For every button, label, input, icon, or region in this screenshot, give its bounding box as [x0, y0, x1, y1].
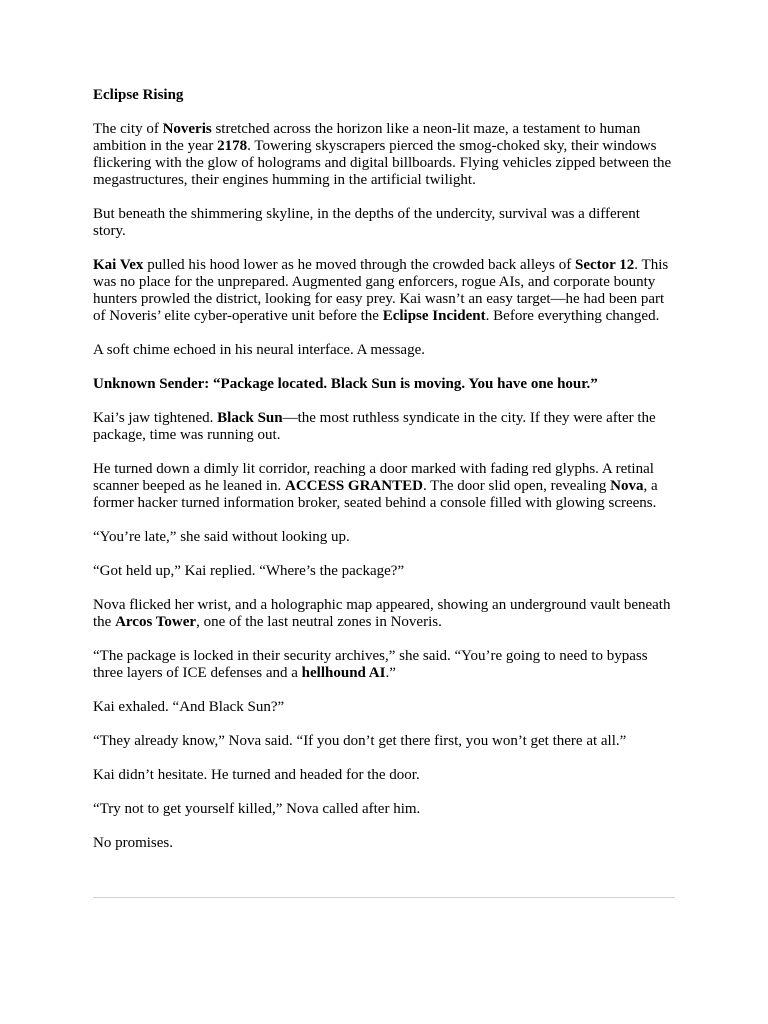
horizontal-divider: [93, 897, 675, 898]
text-run: “They already know,” Nova said. “If you don’t get there first, you won’t get there at all.”: [93, 733, 627, 749]
text-run: A soft chime echoed in his neural interface. A message.: [93, 342, 425, 358]
paragraph-8: [93, 529, 675, 546]
bold-run: ACCESS GRANTED: [285, 478, 423, 494]
text-run: . Before everything changed.: [485, 308, 660, 324]
paragraph-12: [93, 699, 675, 716]
text-run: Nova flicked her wrist, and a holographic map appeared, showing an underground vault beneath the: [93, 597, 671, 630]
text-run: . Towering skyscrapers pierced the smog-choked sky, their windows flickering with the glow of holograms and digital billboards. Flying vehicles zipped between the megastructures, their engines humming in the artificial twilight.: [93, 138, 672, 188]
text-run: Kai’s jaw tightened.: [93, 410, 218, 426]
bold-run: Noveris: [162, 121, 212, 137]
text-run: . The door slid open, revealing: [422, 478, 611, 494]
paragraph-2: [93, 206, 675, 240]
paragraph-16: [93, 835, 675, 852]
document-page: [93, 87, 675, 869]
text-run: “Try not to get yourself killed,” Nova called after him.: [93, 801, 421, 817]
text-run: But beneath the shimmering skyline, in the depths of the undercity, survival was a different story.: [93, 206, 640, 239]
text-run: , a former hacker turned information broker, seated behind a console filled with glowing screens.: [93, 478, 658, 511]
paragraph-15: [93, 801, 675, 818]
text-run: . This was no place for the unprepared. Augmented gang enforcers, rogue AIs, and corporate bounty hunters prowled the district, looking for easy prey. Kai wasn’t an easy target—he had been part of Noveris’ elite cyber-operative unit before the: [93, 257, 669, 324]
paragraph-13: [93, 733, 675, 750]
paragraph-4: [93, 342, 675, 359]
text-run: Unknown Sender: “Package located. Black Sun is moving. You have one hour.”: [93, 376, 598, 392]
text-run: “Got held up,” Kai replied. “Where’s the package?”: [93, 563, 405, 579]
paragraph-11: [93, 648, 675, 682]
paragraph-14: [93, 767, 675, 784]
paragraph-3: [93, 257, 675, 325]
bold-run: Nova: [610, 478, 644, 494]
text-run: The city of: [93, 121, 163, 137]
text-run: , one of the last neutral zones in Noveris.: [196, 614, 442, 630]
bold-run: Sector 12: [575, 257, 635, 273]
bold-run: Black Sun: [217, 410, 283, 426]
bold-run: Arcos Tower: [115, 614, 197, 630]
text-run: Kai exhaled. “And Black Sun?”: [93, 699, 285, 715]
text-run: —the most ruthless syndicate in the city. If they were after the package, time was running out.: [93, 410, 656, 443]
document-title: Eclipse Rising: [93, 87, 184, 103]
bold-run: hellhound AI: [301, 665, 386, 681]
text-run: “You’re late,” she said without looking up.: [93, 529, 350, 545]
paragraph-5-message: [93, 376, 675, 393]
paragraph-1: [93, 121, 675, 189]
bold-run: Kai Vex: [93, 257, 144, 273]
text-run: Kai didn’t hesitate. He turned and headed for the door.: [93, 767, 420, 783]
bold-run: Eclipse Incident: [382, 308, 486, 324]
bold-run: 2178: [217, 138, 248, 154]
text-run: “The package is locked in their security archives,” she said. “You’re going to need to bypass three layers of ICE defenses and a: [93, 648, 648, 681]
paragraph-10: [93, 597, 675, 631]
paragraph-9: [93, 563, 675, 580]
text-run: .”: [385, 665, 396, 681]
text-run: No promises.: [93, 835, 173, 851]
text-run: pulled his hood lower as he moved through the crowded back alleys of: [143, 257, 575, 273]
text-run: He turned down a dimly lit corridor, reaching a door marked with fading red glyphs. A retinal scanner beeped as he leaned in.: [93, 461, 654, 494]
text-run: stretched across the horizon like a neon-lit maze, a testament to human ambition in the year: [93, 121, 641, 154]
paragraph-6: [93, 410, 675, 444]
paragraph-7: [93, 461, 675, 512]
